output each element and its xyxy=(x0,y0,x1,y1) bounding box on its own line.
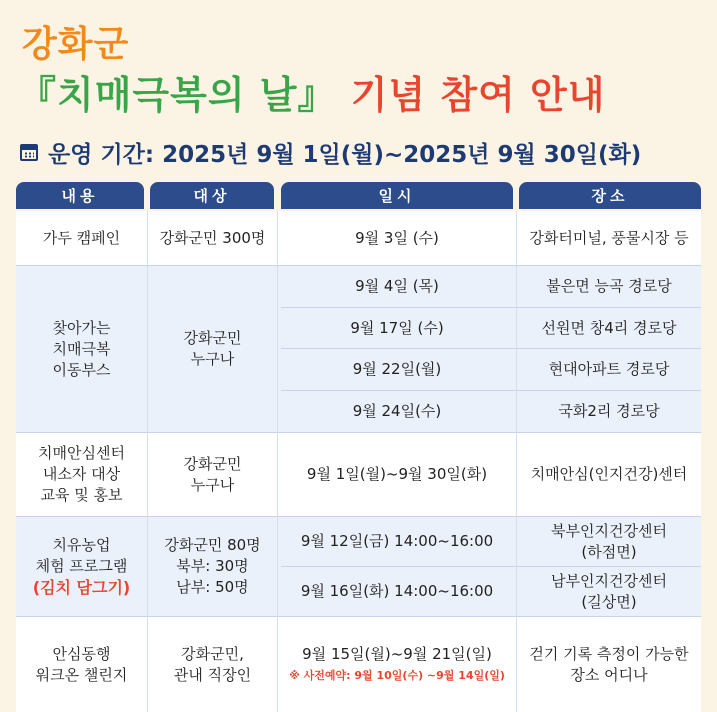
text-line: 강화군민 xyxy=(183,454,242,473)
cell-content xyxy=(16,433,147,516)
text-line: 남부: 50명 xyxy=(176,578,249,596)
period-text: 운영 기간: 2025년 9월 1일(월)~2025년 9월 30일(화) xyxy=(48,142,642,168)
text-line: 장소 어디나 xyxy=(570,665,648,684)
cell-content xyxy=(16,517,147,616)
cell-target xyxy=(148,433,277,516)
text-line: 관내 직장인 xyxy=(173,665,252,684)
text-line: 북부: 30명 xyxy=(176,557,249,575)
text-line: 걷기 기록 측정이 가능한 xyxy=(529,644,689,663)
text-line: 안심동행 xyxy=(52,644,111,663)
cell-place: 국화2리 경로당 xyxy=(558,402,660,420)
text-line: 남부인지건강센터 xyxy=(551,571,667,590)
text-line: 9월 15일(월)~9월 21일(일) xyxy=(302,644,492,663)
header-content: 내용 xyxy=(16,182,144,209)
header-target: 대상 xyxy=(150,182,274,209)
highlight-text: (김치 담그기) xyxy=(32,578,131,597)
text-line: 치매극복 xyxy=(52,339,111,358)
cell-place xyxy=(517,617,701,712)
cell-place: 치매안심(인지건강)센터 xyxy=(530,465,688,483)
cell-content: 가두 캠페인 xyxy=(42,228,121,247)
cell-date xyxy=(278,617,516,712)
cell-place xyxy=(517,517,701,566)
text-line: 강화군민, xyxy=(181,644,244,663)
cell-place: 불은면 능곡 경로당 xyxy=(546,277,672,295)
text-line: 내소자 대상 xyxy=(42,465,121,483)
text-line: 교육 및 홍보 xyxy=(40,486,123,504)
operation-period xyxy=(20,136,641,169)
title-rest: 기념 참여 안내 xyxy=(336,73,606,117)
cell-target: 강화군민 300명 xyxy=(159,228,266,247)
text-line: 찾아가는 xyxy=(52,318,111,337)
cell-date: 9월 1일(월)~9월 30일(화) xyxy=(306,465,488,483)
cell-date: 9월 17일 (수) xyxy=(350,318,444,337)
text-line: 강화군민 80명 xyxy=(164,536,261,554)
page-title xyxy=(18,64,605,119)
text-line: 누구나 xyxy=(190,475,235,494)
cell-target xyxy=(148,517,277,616)
cell-date: 9월 4일 (목) xyxy=(355,277,439,295)
text-line: 체험 프로그램 xyxy=(35,557,128,575)
cell-date: 9월 3일 (수) xyxy=(355,228,439,247)
text-line: 누구나 xyxy=(190,350,235,368)
cell-date: 9월 22일(월) xyxy=(352,360,442,378)
cell-date: 9월 24일(수) xyxy=(352,402,442,420)
reservation-note: ※ 사전예약: 9월 10일(수) ~9월 14일(일) xyxy=(289,668,505,682)
header-datetime: 일시 xyxy=(281,182,513,209)
text-line: 워크온 챌린지 xyxy=(35,665,128,684)
title-region: 강화군 xyxy=(22,24,130,65)
text-line: (하점면) xyxy=(581,542,637,561)
text-line: 북부인지건강센터 xyxy=(551,521,667,540)
text-line: 이동부스 xyxy=(52,360,111,379)
title-event: 『치매극복의 날』 xyxy=(18,73,337,117)
text-line: 치유농업 xyxy=(52,536,111,554)
cell-place xyxy=(517,567,701,616)
text-line: (길상면) xyxy=(581,592,637,611)
cell-place: 강화터미널, 풍물시장 등 xyxy=(529,228,689,247)
cell-date: 9월 16일(화) 14:00~16:00 xyxy=(300,582,494,600)
cell-target xyxy=(148,617,277,712)
cell-content xyxy=(16,617,147,712)
cell-place: 현대아파트 경로당 xyxy=(548,360,670,378)
calendar-icon xyxy=(20,144,38,161)
text-line: 강화군민 xyxy=(183,329,242,347)
cell-place: 선원면 창4리 경로당 xyxy=(541,318,677,337)
cell-date: 9월 12일(금) 14:00~16:00 xyxy=(300,532,494,550)
cell-content xyxy=(16,266,147,432)
text-line: 치매안심센터 xyxy=(38,444,125,462)
cell-target xyxy=(148,266,277,432)
header-place: 장소 xyxy=(519,182,701,209)
